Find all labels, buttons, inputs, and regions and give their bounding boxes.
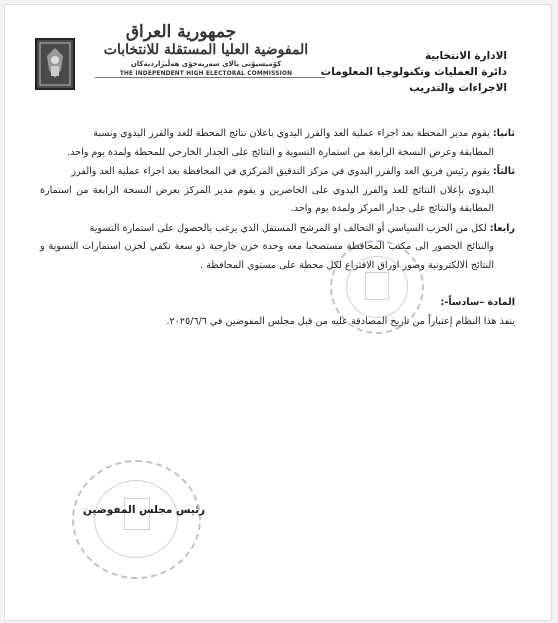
department-line-2: دائرة العمليات وتكنولوجيا المعلومات [320,66,507,78]
article-heading: المادة –سادساً-: [440,297,515,308]
spacer [40,276,515,294]
commission-logo [81,23,331,98]
logo-line-commission: المفوضية العليا المستقلة للانتخابات [103,42,309,58]
department-line-3: الاجراءات والتدريب [409,82,507,94]
paragraph-continuation: اليدوي بإعلان النتائج للعد والفرز اليدوي على الحاضرين و يقوم مدير المركز بعرض النسخة الرابعة من استمارة المطابقة والنتائج على جدار المركز ولمدة يوم واحد. [40,184,494,214]
paragraph-continuation: والنتائج الحضور الى مكتب المحافظة مستصحبا معه وحدة خزن خارجية ذو سعة تكفي لخزن استمارات التسوية و النتائج الالكترونية وصور اوراق الاقتراع لكل محطة على مستوى المحافظة . [40,241,494,271]
paragraph-fourth [40,220,515,276]
paragraph-text: يقوم رئيس فريق العد والفرز اليدوي في مركز التدقيق المركزي في المحافظة بعد اجراء عملية العد والفرز [71,166,493,177]
paragraph-continuation: المطابقة وعرض النسخة الرابعة من استمارة التسوية و النتائج على الجدار الخارجي للمحطة ولمدة يوم واحد. [67,146,494,158]
paragraph-text: لكل من الحزب السياسي أو التحالف او المرشح المستقل الذي يرغب بالحصول على استمارة التسوية [89,222,490,234]
logo-line-republic: جمهورية العراق [125,22,237,42]
article-text: ينفذ هذا النظام إعتباراً من تاريخ المصادقة عليه من قبل مجلس المفوضين في ٢٠٢٥/٦/٦. [166,315,515,327]
logo-divider [95,77,325,78]
document-page [4,4,552,621]
iraq-emblem-icon [35,38,75,90]
paragraph-label: ثانيا: [492,128,515,139]
paragraph-second [40,125,515,162]
logo-line-kurdish: كۆمیسیۆنی بالای سەربەخۆی هەڵبژاردنەکان [130,60,282,68]
signature-title: رئيس مجلس المفوضين [82,504,206,516]
paragraph-third [40,163,515,219]
commission-stamp-icon [72,460,201,579]
department-block [320,48,507,96]
paragraph-text: يقوم مدير المحطة بعد اجراء عملية العد والفرز اليدوي باعلان نتائج المحطة للعد والفرز اليدوي ونسبة [93,128,493,139]
logo-line-english: THE INDEPENDENT HIGH ELECTORAL COMMISSION [119,71,293,77]
department-line-1: الادارة الانتخابية [424,50,507,62]
document-body [40,125,515,331]
paragraph-label: ثالثاً: [492,166,515,177]
paragraph-label: رابعا: [489,222,515,234]
emblem-graphic [37,40,73,88]
